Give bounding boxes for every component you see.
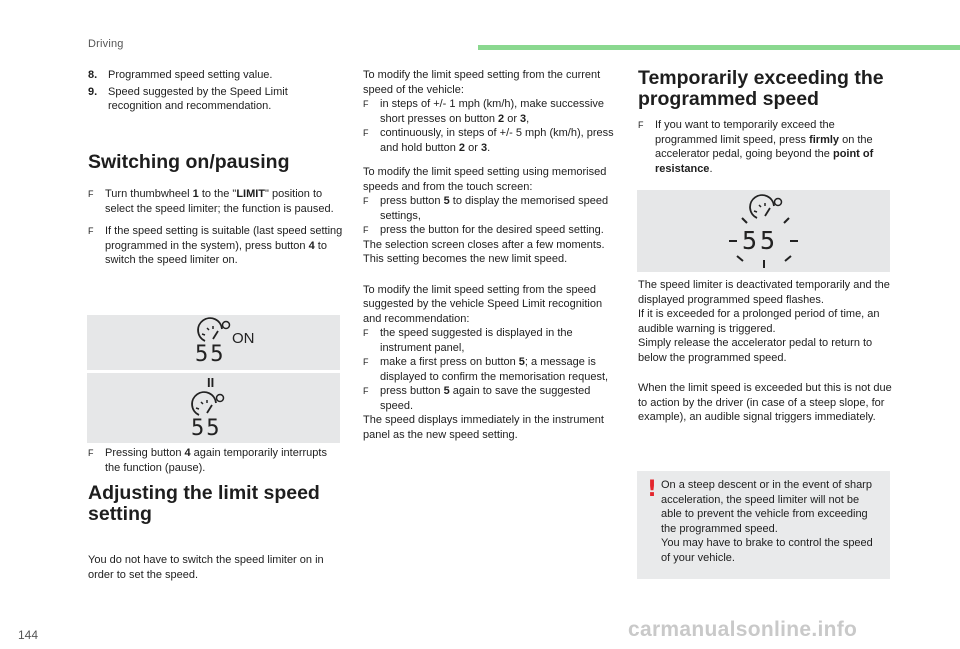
bullet-item: F make a first press on button 5; a message is displayed to confirm the memorisation request,	[363, 356, 609, 383]
bullet-item: F Turn thumbwheel 1 to the "LIMIT" position to select the speed limiter; the function is paused.	[88, 188, 334, 215]
bullet-item: F press button 5 to display the memorised speed settings,	[363, 195, 609, 222]
heading-temporarily-exceeding: Temporarily exceeding the programmed speed	[638, 67, 884, 110]
speed-limiter-on-figure	[87, 315, 340, 370]
switching-bullets	[88, 187, 343, 268]
bullet-item: F press button 5 again to save the suggested speed.	[363, 385, 591, 412]
paragraph: To modify the limit speed setting from the current speed of the vehicle:	[363, 69, 601, 96]
exceeding-bullet	[638, 118, 892, 176]
bullet-item: F continuously, in steps of +/- 5 mph (km/h), press and hold button 2 or 3.	[363, 127, 614, 154]
column-3	[638, 68, 893, 110]
speed-value: 55	[742, 226, 779, 255]
switching-section	[88, 152, 343, 173]
adjusting-text: You do not have to switch the speed limiter on in order to set the speed.	[88, 554, 324, 581]
list-item: 9. Speed suggested by the Speed Limit recognition and recommendation.	[88, 85, 288, 112]
page-number: 144	[18, 628, 39, 642]
bullet-item: F If the speed setting is suitable (last speed setting programmed in the system), press button 4 to switch the speed limiter on.	[88, 225, 343, 266]
paragraph: The selection screen closes after a few moments.	[363, 238, 605, 251]
bullet-item: F If you want to temporarily exceed the programmed limit speed, press firmly on the accelerator pedal, going beyond the point of resistance.	[638, 119, 874, 175]
warning-icon: !	[647, 477, 658, 502]
paragraph: If it is exceeded for a prolonged period of time, an audible warning is triggered.	[638, 308, 880, 335]
bullet-item: F in steps of +/- 1 mph (km/h), make successive short presses on button 2 or 3,	[363, 98, 605, 125]
paragraph: To modify the limit speed setting from the speed suggested by the vehicle Speed Limit recognition and recommendation:	[363, 283, 603, 325]
heading-adjusting: Adjusting the limit speed setting	[88, 482, 320, 525]
speed-value: 55	[191, 416, 222, 441]
paragraph: When the limit speed is exceeded but this is not due to action by the driver (in case of a steep slope, for example), an audible signal triggers immediately.	[638, 382, 892, 423]
section-title: Driving	[88, 38, 124, 50]
watermark: carmanualsonline.info	[628, 618, 858, 641]
speed-flashing-figure	[637, 190, 890, 272]
pause-indicator: II	[207, 375, 215, 390]
warning-box	[637, 471, 890, 579]
speed-limiter-paused-figure	[87, 373, 340, 443]
paragraph: The speed displays immediately in the instrument panel as the new speed setting.	[363, 414, 604, 441]
bullet-item: F the speed suggested is displayed in the instrument panel,	[363, 327, 573, 354]
speed-value: 55	[195, 342, 226, 367]
column-2	[363, 68, 615, 442]
paragraph: The speed limiter is deactivated temporarily and the displayed programmed speed flashes.	[638, 279, 890, 306]
adjusting-section	[88, 483, 343, 525]
paragraph: This setting becomes the new limit speed.	[363, 253, 568, 265]
warning-text: On a steep descent or in the event of sharp acceleration, the speed limiter will not be able to prevent the vehicle from exceeding the programmed speed. You may have to brake to control the speed of your vehicle.	[661, 479, 873, 564]
pause-bullet	[88, 446, 343, 475]
column-1	[88, 68, 343, 116]
section-color-bar	[478, 45, 960, 50]
paragraph: Simply release the accelerator pedal to return to below the programmed speed.	[638, 337, 873, 364]
list-item: 8. Programmed speed setting value.	[88, 69, 273, 81]
paragraph: To modify the limit speed setting using memorised speeds and from the touch screen:	[363, 166, 607, 193]
bullet-item: F Pressing button 4 again temporarily interrupts the function (pause).	[88, 447, 327, 474]
exceeding-text	[638, 278, 894, 425]
heading-switching: Switching on/pausing	[88, 151, 290, 173]
on-indicator: ON	[232, 330, 255, 347]
bullet-item: F press the button for the desired speed setting.	[363, 224, 604, 236]
